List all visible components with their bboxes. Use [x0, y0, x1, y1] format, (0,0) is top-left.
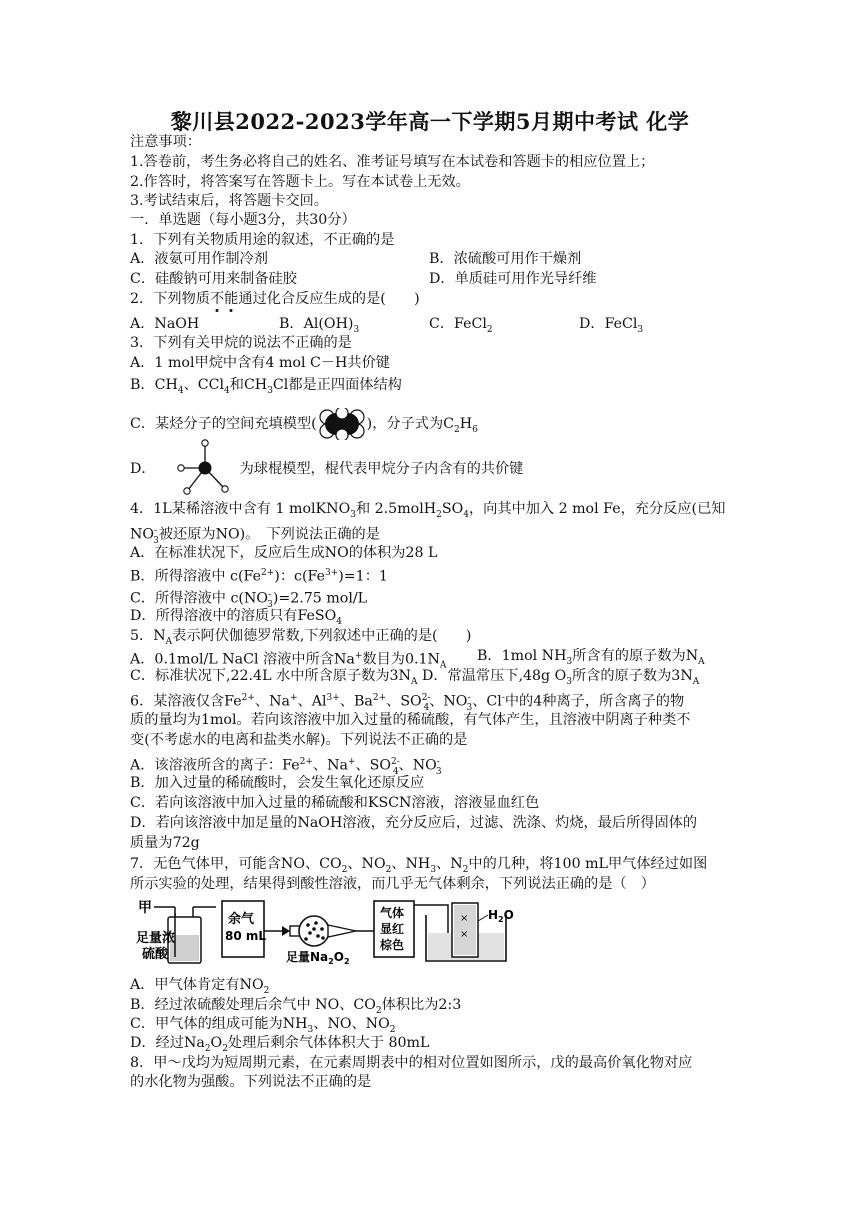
water-label: $H_2O$	[488, 908, 514, 924]
q4-stem-line2: $NO^-_3$被还原为NO)。 下列说法正确的是	[130, 526, 380, 546]
q6-option-c: C．若向该溶液中加入过量的稀硫酸和KSCN溶液，溶液显血红色	[130, 795, 540, 811]
q2-option-b: B．$Al(OH)_3$	[279, 316, 360, 335]
bottle-label-line2: 硫酸	[142, 947, 169, 962]
q2-option-d: D．FeCl$_3$	[579, 316, 644, 335]
q2-option-c: C．FeCl$_2$	[429, 316, 493, 335]
q7-option-b: B．经过浓硫酸处理后余气中 NO、$CO_2$体积比为2:3	[130, 997, 462, 1016]
box1-line1: 余气	[228, 912, 255, 927]
q8-stem-line1: 8．甲～戊均为短周期元素，在元素周期表中的相对位置如图所示，戊的最高价氧化物对应	[130, 1055, 693, 1071]
q5-option-c-d: C．标准状况下,22.4L 水中所含原子数为$3N_A$ D．常温常压下,48g $O_3$所含的原子数为$3N_A$	[130, 668, 700, 687]
q4-stem-line1: 4．1L某稀溶液中含有 1 molKNO$_3$和 $2.5molH_2SO_4$，向其中加入 2 mol Fe，充分反应(已知	[130, 501, 726, 520]
experiment-apparatus-figure	[130, 895, 530, 969]
q4-option-c: C．所得溶液中 $c(NO^-_3)=2.75$ mol/L	[130, 590, 368, 610]
q7-stem-line1: 7．无色气体甲，可能含NO、$CO_2$、$NO_2$、$NH_3$、$N_2$中的几种，将100 mL甲气体经过如图	[130, 856, 708, 875]
ball-and-stick-model-icon	[174, 438, 236, 498]
q5-stem: 5．$N_A$表示阿伏伽德罗常数,下列叙述中正确的是( )	[130, 628, 472, 647]
q1-option-c: C．硅酸钠可用来制备硅胶	[130, 271, 297, 287]
q3-option-a: A．1 mol甲烷中含有4 mol C－H共价键	[130, 355, 390, 371]
q6-stem-line1: 6．某溶液仅含$Fe^{2+}$、Na+、$Al^{3+}$、$Ba^{2+}$、$SO^{2-}_4$、$NO^-_3$、Cl-中的4种离子，所含离子的物	[130, 693, 685, 713]
q3-option-b: B．$CH_4$、CCl$_4$和$CH_3Cl$都是正四面体结构	[130, 377, 402, 396]
q5-option-b: B．1mol $NH_3$所含有的原子数为$N_A$	[477, 648, 705, 667]
q4-option-d: D．所得溶液中的溶质只有FeSO$_4$	[130, 608, 342, 627]
q4-option-a: A．在标准状况下，反应后生成NO的体积为28 L	[130, 545, 438, 561]
notice-heading: 注意事项：	[130, 134, 201, 150]
q7-option-d: D．经过$Na_2O_2$处理后剩余气体体积大于 80mL	[130, 1035, 430, 1054]
notice-item-3: 3.考试结束后，将答题卡交回。	[130, 193, 328, 209]
svg-text:×: ×	[460, 913, 469, 924]
box2-line1: 气体	[380, 906, 405, 920]
q7-stem-line2: 所示实验的处理，结果得到酸性溶液，而几乎无气体剩余，下列说法正确的是（ ）	[130, 876, 655, 892]
q1-option-d: D．单质硅可用作光导纤维	[429, 271, 597, 287]
q1-stem: 1．下列有关物质用途的叙述，不正确的是	[130, 232, 395, 248]
space-filling-model-icon	[318, 408, 366, 440]
emphasis-can: 能	[224, 291, 239, 307]
q6-option-d-line2: 质量为72g	[130, 835, 200, 851]
q7-option-a: A．甲气体肯定有$NO_2$	[130, 977, 270, 996]
box2-line3: 棕色	[380, 938, 405, 952]
q5-option-a: A．0.1mol/L NaCl 溶液中所含Na+数目为$0.1N_A$	[130, 651, 447, 671]
svg-text:×: ×	[460, 929, 469, 940]
q6-option-d-line1: D．若向该溶液中加足量的NaOH溶液，充分反应后，过滤、洗涤、灼烧，最后所得固体的	[130, 815, 698, 831]
q3-option-c: C．某烃分子的空间充填模型( )，分子式为$C_2H_6$	[130, 408, 478, 440]
box2-line2: 显红	[380, 922, 405, 936]
na2o2-label: 足量$Na_2O_2$	[286, 950, 350, 966]
figure-label-jia: 甲	[138, 900, 152, 916]
q2-option-a: A．NaOH	[130, 316, 200, 332]
q1-option-b: B．浓硫酸可用作干燥剂	[429, 251, 582, 267]
q6-option-a: A．该溶液所含的离子：$Fe^{2+}$、Na+、$SO^{2-}_4$、$NO^-_3$	[130, 757, 442, 777]
q2-stem: 2．下列物质不能通过化合反应生成的是( )	[130, 291, 420, 307]
notice-item-2: 2.作答时，将答案写在答题卡上。写在本试卷上无效。	[130, 174, 470, 190]
q6-stem-line2: 质的量均为1mol。若向该溶液中加入过量的稀硫酸，有气体产生，且溶液中阴离子种类不	[130, 712, 691, 728]
q6-stem-line3: 变(不考虑水的电离和盐类水解)。下列说法不正确的是	[130, 732, 468, 748]
q3-option-d: D． 为球棍模型，棍代表甲烷分子内含有的共价键	[130, 460, 523, 479]
emphasis-not: 不	[209, 291, 225, 307]
bottle-label-line1: 足量浓	[136, 931, 176, 946]
q3-stem: 3．下列有关甲烷的说法不正确的是	[130, 335, 352, 351]
q1-option-a: A．液氨可用作制冷剂	[130, 251, 268, 267]
q7-option-c: C．甲气体的组成可能为$NH_3$、NO、$NO_2$	[130, 1016, 396, 1035]
q8-stem-line2: 的水化物为强酸。下列说法不正确的是	[130, 1074, 372, 1090]
box1-line2: 80 mL	[225, 929, 267, 943]
section-heading: 一．单选题（每小题3分，共30分）	[130, 212, 356, 228]
q6-option-b: B．加入过量的稀硫酸时，会发生氧化还原反应	[130, 775, 425, 791]
page-title: 黎川县2022-2023学年高一下学期5月期中考试 化学	[170, 109, 690, 134]
q4-option-b: B．所得溶液中 $c(Fe^{2+})$：$c(Fe^{3+})=1$：1	[130, 568, 388, 585]
notice-item-1: 1.答卷前，考生务必将自己的姓名、准考证号填写在本试卷和答题卡的相应位置上；	[130, 154, 655, 170]
